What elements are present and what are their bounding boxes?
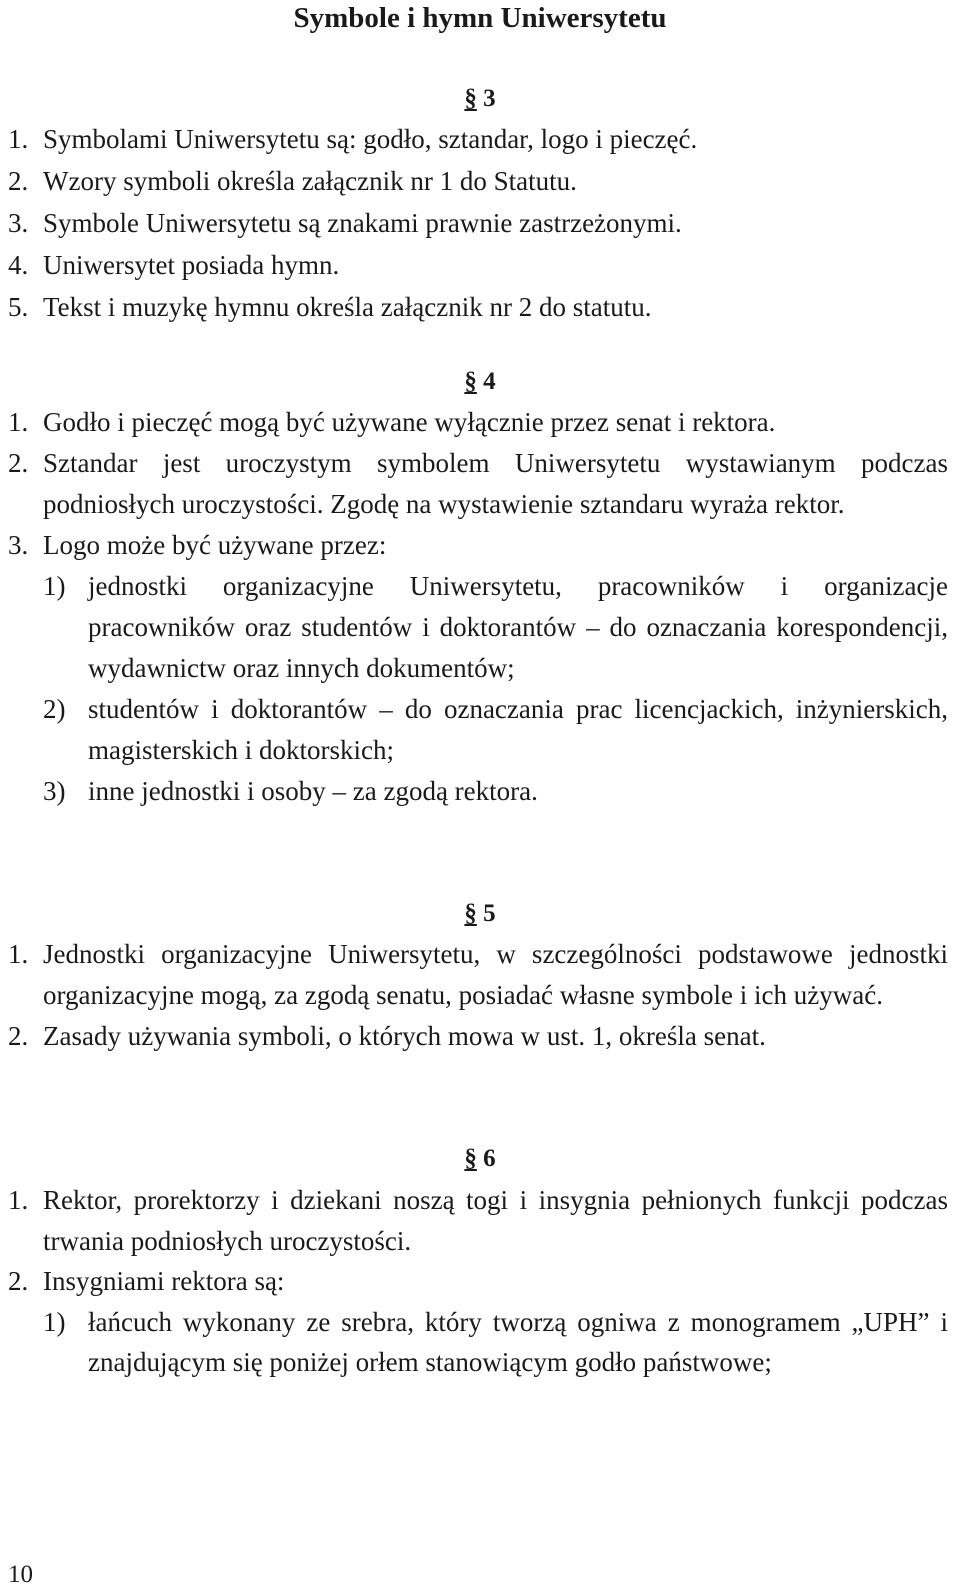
- section-heading-5: [0, 898, 960, 930]
- list-item: 3. Logo może być używane przez:: [8, 530, 387, 560]
- section-5-body: [8, 934, 948, 1057]
- section-6-body: [8, 1180, 948, 1383]
- sub-list-item: 3) inne jednostki i osoby – za zgodą rektora.: [43, 776, 538, 806]
- section-sign: §: [464, 85, 477, 112]
- section-number: 6: [483, 1145, 496, 1172]
- page-number: 10: [8, 1561, 33, 1588]
- sub-list-item: 1) jednostki organizacyjne Uniwersytetu, pracowników i organizacje pracowników oraz studentów i doktorantów – do oznaczania korespondencji, wydawnictw oraz innych dokumentów;: [43, 571, 948, 683]
- list-item: 2. Sztandar jest uroczystym symbolem Uniwersytetu wystawianym podczas podniosłych uroczystości. Zgodę na wystawienie sztandaru wyraża rektor.: [8, 448, 948, 519]
- list-item: 5. Tekst i muzykę hymnu określa załącznik nr 2 do statutu.: [8, 292, 652, 322]
- section-sign: §: [464, 900, 477, 927]
- list-item: 1. Symbolami Uniwersytetu są: godło, sztandar, logo i pieczęć.: [8, 124, 698, 154]
- list-item: 1. Godło i pieczęć mogą być używane wyłącznie przez senat i rektora.: [8, 407, 776, 437]
- section-number: 5: [483, 900, 496, 927]
- page-title: Symbole i hymn Uniwersytetu: [293, 2, 667, 34]
- list-item: 1. Rektor, prorektorzy i dziekani noszą togi i insygnia pełnionych funkcji podczas trwania podniosłych uroczystości.: [8, 1185, 948, 1256]
- section-sign: §: [464, 368, 477, 395]
- sub-list-item: 1) łańcuch wykonany ze srebra, który tworzą ogniwa z monogramem „UPH” i znajdującym się poniżej orłem stanowiącym godło państwowe;: [43, 1306, 948, 1377]
- section-3-body: [8, 118, 948, 328]
- list-item: 1. Jednostki organizacyjne Uniwersytetu, w szczególności podstawowe jednostki organizacyjne mogą, za zgodą senatu, posiadać własne symbole i ich używać.: [8, 939, 948, 1010]
- sub-list-item: 2) studentów i doktorantów – do oznaczania prac licencjackich, inżynierskich, magisterskich i doktorskich;: [43, 694, 948, 765]
- section-number: 3: [483, 85, 496, 112]
- section-4-body: [8, 402, 948, 812]
- section-heading-3: [0, 83, 960, 115]
- list-item: 4. Uniwersytet posiada hymn.: [8, 250, 340, 280]
- section-heading-4: [0, 366, 960, 398]
- section-heading-6: [0, 1143, 960, 1175]
- list-item: 3. Symbole Uniwersytetu są znakami prawnie zastrzeżonymi.: [8, 208, 682, 238]
- list-item: 2. Wzory symboli określa załącznik nr 1 do Statutu.: [8, 166, 577, 196]
- list-item: 2. Zasady używania symboli, o których mowa w ust. 1, określa senat.: [8, 1021, 766, 1051]
- section-sign: §: [464, 1145, 477, 1172]
- list-item: 2. Insygniami rektora są:: [8, 1266, 285, 1296]
- section-number: 4: [483, 368, 496, 395]
